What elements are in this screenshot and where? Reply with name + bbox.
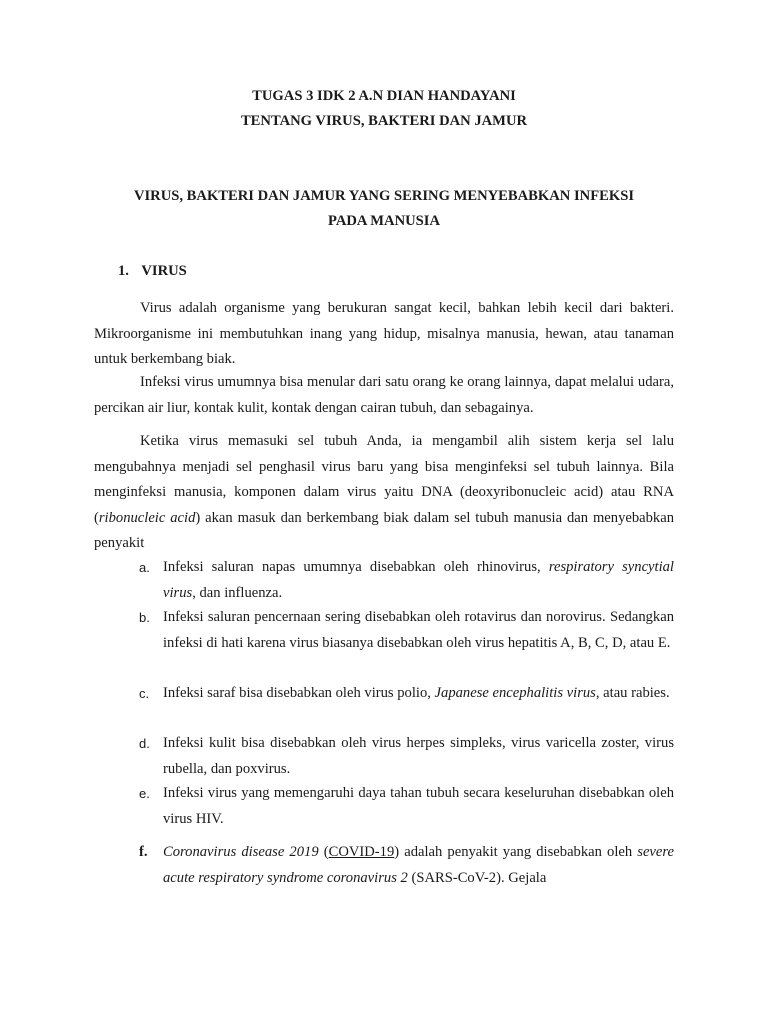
document-title [94,84,674,134]
list-item-e [139,781,674,832]
title-line-1: TUGAS 3 IDK 2 A.N DIAN HANDAYANI [252,88,516,104]
list-marker: d. [139,736,150,751]
document-subtitle [94,184,674,234]
list-marker: b. [139,610,150,625]
subtitle-line-2: PADA MANUSIA [327,213,441,229]
list-item-f-mid: ) adalah penyakit yang disebabkan oleh [394,844,638,860]
list-item-text: Infeksi kulit bisa disebabkan oleh virus herpes simpleks, virus varicella zoster, virus rubella, dan poxvirus. [163,735,674,777]
paragraph-1: Virus adalah organisme yang berukuran sangat kecil, bahkan lebih kecil dari bakteri. Mikroorganisme ini membutuhkan inang yang hidup, misalnya manusia, hewan, atau tanaman untuk berkembang biak. [94,300,674,367]
list-item-f-paren: ( [318,844,329,860]
list-item-a-pre: Infeksi saluran napas umumnya disebabkan oleh rhinovirus, [163,559,549,575]
paragraph-2: Infeksi virus umumnya bisa menular dari satu orang ke orang lainnya, dapat melalui udara, percikan air liur, kontak kulit, kontak dengan cairan tubuh, dan sebagainya. [94,374,674,416]
list-item-f [139,840,674,891]
list-item-c-pre: Infeksi saraf bisa disebabkan oleh virus polio, [163,685,435,701]
list-item-a-post: , dan influenza. [192,584,283,601]
section-number: 1. [118,263,129,279]
list-item-c [139,681,674,707]
list-item-text: Infeksi virus yang memengaruhi daya tahan tubuh secara keseluruhan disebabkan oleh virus HIV. [163,785,674,827]
list-item-d [139,731,674,782]
list-marker: f. [139,844,148,860]
section-label: VIRUS [141,263,187,279]
section-heading-virus [118,259,187,284]
list-item-b [139,605,674,656]
list-item-f-post: (SARS-CoV-2). Gejala [407,869,547,886]
list-marker: e. [139,786,150,801]
title-line-2: TENTANG VIRUS, BAKTERI DAN JAMUR [240,113,528,129]
paragraph-3-text-a: Ketika virus memasuki sel tubuh Anda, ia mengambil alih sistem kerja sel lalu mengubahnya menjadi sel penghasil virus baru yang bisa menginfeksi sel tubuh lainnya. Bila menginfeksi manusia, komponen dalam virus yaitu DNA (deoxyribonucleic acid) atau RNA ( [94,433,674,526]
list-marker: a. [139,560,150,575]
list-item-f-italic-2: severe acute respiratory syndrome coronavirus 2 [163,844,674,886]
paragraph-3-text-b: ) akan masuk dan berkembang biak dalam sel tubuh manusia dan menyebabkan penyakit [94,509,674,551]
list-item-a-italic: respiratory syncytial virus [163,559,674,601]
paragraph-3 [94,429,674,557]
list-item-text: Infeksi saluran pencernaan sering disebabkan oleh rotavirus dan norovirus. Sedangkan infeksi di hati karena virus biasanya disebabkan oleh virus hepatitis A, B, C, D, atau E. [163,609,674,651]
list-item-a [139,555,674,606]
list-item-c-post: , atau rabies. [595,685,670,701]
list-item-c-italic: Japanese encephalitis virus [434,685,596,701]
list-marker: c. [139,686,150,701]
list-item-text [163,840,674,891]
list-item-f-italic-1: Coronavirus disease 2019 [163,844,319,860]
list-item-text [163,681,674,707]
paragraph-3-italic: ribonucleic acid [98,509,196,526]
covid-19-link[interactable]: COVID-19 [328,844,395,860]
subtitle-line-1: VIRUS, BAKTERI DAN JAMUR YANG SERING MENYEBABKAN INFEKSI [133,188,635,204]
list-item-text [163,555,674,606]
